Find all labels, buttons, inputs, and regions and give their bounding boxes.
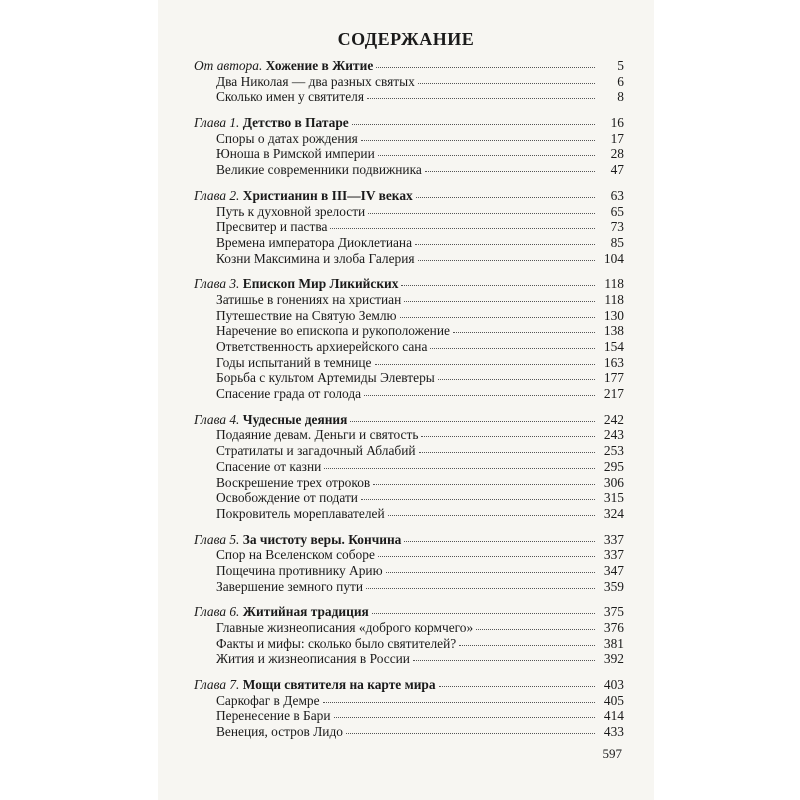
entry-title: Пресвитер и паства xyxy=(216,219,328,235)
dot-leader xyxy=(366,578,595,589)
entry-page: 376 xyxy=(603,620,624,635)
entry-title: Наречение во епископа и рукоположение xyxy=(216,323,450,339)
toc-entry xyxy=(194,427,624,443)
dot-leader xyxy=(404,531,595,542)
entry-page: 306 xyxy=(603,474,624,490)
chapter-title: Чудесные деяния xyxy=(242,411,348,427)
chapter-heading xyxy=(194,677,624,693)
entry-page: 6 xyxy=(617,73,624,89)
entry-title: Завершение земного пути xyxy=(216,578,364,594)
toc-entry xyxy=(194,146,624,162)
entry-page: 433 xyxy=(603,724,624,740)
dot-leader xyxy=(367,88,595,99)
entry-title: Спасение града от голода xyxy=(216,386,362,402)
toc-entry xyxy=(194,370,624,386)
entry-title: Путешествие на Святую Землю xyxy=(216,307,397,323)
chapter-title: Детство в Патаре xyxy=(242,115,349,131)
dot-leader xyxy=(419,442,595,453)
chapter-label xyxy=(194,412,347,428)
entry-title: Затишье в гонениях на христиан xyxy=(216,291,402,307)
chapter-label xyxy=(194,58,373,74)
entry-page: 65 xyxy=(610,203,624,219)
chapter-title: За чистоту веры. Кончина xyxy=(242,531,402,547)
toc-section xyxy=(194,115,624,178)
entry-title: Борьба с культом Артемиды Элевтеры xyxy=(216,370,435,386)
dot-leader xyxy=(352,114,595,125)
dot-leader xyxy=(378,546,595,557)
entry-page: 315 xyxy=(603,490,624,506)
entry-page: 130 xyxy=(603,307,624,323)
chapter-page: 242 xyxy=(603,411,624,427)
entry-title: Покровитель мореплавателей xyxy=(216,505,385,521)
toc-entry xyxy=(194,162,624,178)
dot-leader xyxy=(438,369,595,380)
dot-leader xyxy=(415,234,595,245)
dot-leader xyxy=(404,291,595,302)
toc-entry xyxy=(194,355,624,371)
toc-entry xyxy=(194,74,624,90)
toc-entry xyxy=(194,547,624,563)
dot-leader xyxy=(476,619,595,630)
chapter-prefix: Глава 6. xyxy=(194,604,240,620)
dot-leader xyxy=(388,505,595,516)
toc-entry xyxy=(194,693,624,709)
entry-page: 47 xyxy=(610,162,624,178)
entry-title: Козни Максимина и злоба Галерия xyxy=(216,250,415,266)
entry-page: 8 xyxy=(617,89,624,105)
entry-page: 73 xyxy=(610,219,624,235)
toc-entry xyxy=(194,724,624,740)
entry-title: Венеция, остров Лидо xyxy=(216,724,343,740)
chapter-heading xyxy=(194,412,624,428)
chapter-prefix: Глава 2. xyxy=(194,187,240,203)
entry-title: Воскрешение трех отроков xyxy=(216,474,371,490)
chapter-label xyxy=(194,188,413,204)
chapter-heading xyxy=(194,115,624,131)
chapter-prefix: Глава 5. xyxy=(194,531,240,547)
dot-leader xyxy=(372,603,595,614)
dot-leader xyxy=(418,73,595,84)
toc-section xyxy=(194,188,624,266)
dot-leader xyxy=(364,385,595,396)
entry-title: Спор на Вселенском соборе xyxy=(216,547,375,563)
dot-leader xyxy=(430,338,595,349)
dot-leader xyxy=(334,707,595,718)
dot-leader xyxy=(421,426,595,437)
entry-title: Времена императора Диоклетиана xyxy=(216,234,413,250)
entry-title: Подаяние девам. Деньги и святость xyxy=(216,427,419,443)
entry-page: 85 xyxy=(610,234,624,250)
chapter-prefix: Глава 4. xyxy=(194,411,240,427)
entry-title: Пощечина противнику Арию xyxy=(216,562,383,578)
toc-entry xyxy=(194,131,624,147)
chapter-page: 375 xyxy=(603,604,624,620)
dot-leader xyxy=(416,187,595,198)
entry-title: Путь к духовной зрелости xyxy=(216,203,366,219)
chapter-prefix: Глава 7. xyxy=(194,677,240,693)
entry-page: 138 xyxy=(603,323,624,339)
dot-leader xyxy=(418,250,595,261)
dot-leader xyxy=(401,275,595,286)
dot-leader xyxy=(324,458,595,469)
dot-leader xyxy=(413,650,595,661)
dot-leader xyxy=(361,489,595,500)
dot-leader xyxy=(368,203,595,214)
entry-page: 177 xyxy=(603,370,624,386)
toc-entry xyxy=(194,636,624,652)
entry-title: Юноша в Римской империи xyxy=(216,146,375,162)
entry-page: 243 xyxy=(603,427,624,443)
toc-entry xyxy=(194,386,624,402)
entry-page: 405 xyxy=(603,692,624,708)
dot-leader xyxy=(330,218,595,229)
chapter-page: 16 xyxy=(610,115,624,131)
dot-leader xyxy=(439,676,595,687)
toc-entry xyxy=(194,251,624,267)
entry-page: 392 xyxy=(603,651,624,667)
entry-title: Факты и мифы: сколько было святителей? xyxy=(216,635,457,651)
chapter-label xyxy=(194,532,401,548)
dot-leader xyxy=(453,322,595,333)
dot-leader xyxy=(375,354,596,365)
chapter-heading xyxy=(194,604,624,620)
toc-entry xyxy=(194,620,624,636)
entry-page: 324 xyxy=(603,505,624,521)
toc-section xyxy=(194,677,624,740)
chapter-label xyxy=(194,115,349,131)
entry-page: 347 xyxy=(603,562,624,578)
dot-leader xyxy=(323,692,595,703)
entry-page: 17 xyxy=(610,130,624,146)
entry-page: 359 xyxy=(603,578,624,594)
dot-leader xyxy=(425,161,595,172)
toc-entry xyxy=(194,339,624,355)
entry-page: 295 xyxy=(603,458,624,474)
chapter-label xyxy=(194,604,369,620)
toc-entry xyxy=(194,651,624,667)
entry-title: Великие современники подвижника xyxy=(216,162,422,178)
entry-title: Саркофаг в Демре xyxy=(216,692,320,708)
chapter-page: 5 xyxy=(617,58,624,73)
entry-title: Сколько имен у святителя xyxy=(216,89,364,105)
chapter-prefix: От автора. xyxy=(194,58,263,73)
chapter-heading xyxy=(194,58,624,74)
entry-title: Ответственность архиерейского сана xyxy=(216,339,428,354)
dot-leader xyxy=(378,145,595,156)
chapter-prefix: Глава 1. xyxy=(194,115,240,131)
toc-entry xyxy=(194,579,624,595)
toc-entry xyxy=(194,563,624,579)
chapter-heading xyxy=(194,188,624,204)
toc-section xyxy=(194,58,624,105)
chapter-heading xyxy=(194,532,624,548)
toc-entry xyxy=(194,490,624,506)
toc-entry xyxy=(194,219,624,235)
chapter-prefix: Глава 3. xyxy=(194,276,240,292)
toc-section xyxy=(194,604,624,667)
chapter-label xyxy=(194,677,436,693)
entry-page: 163 xyxy=(603,354,624,370)
chapter-heading xyxy=(194,276,624,292)
chapter-title: Житийная традиция xyxy=(242,604,369,620)
entry-page: 414 xyxy=(603,708,624,724)
toc-section xyxy=(194,276,624,402)
dot-leader xyxy=(400,307,595,318)
entry-page: 253 xyxy=(603,443,624,459)
toc-entry xyxy=(194,292,624,308)
toc-entry xyxy=(194,459,624,475)
dot-leader xyxy=(373,474,595,485)
toc-entry xyxy=(194,204,624,220)
toc-entry xyxy=(194,443,624,459)
entry-title: Споры о датах рождения xyxy=(216,130,358,146)
chapter-title: Хожение в Житие xyxy=(265,58,374,73)
toc-entry xyxy=(194,89,624,105)
dot-leader xyxy=(350,411,595,422)
chapter-page: 63 xyxy=(610,187,624,203)
dot-leader xyxy=(386,562,595,573)
dot-leader xyxy=(376,57,595,68)
chapter-title: Мощи святителя на карте мира xyxy=(242,677,436,693)
toc-entry xyxy=(194,308,624,324)
chapter-title: Епископ Мир Ликийских xyxy=(242,276,399,292)
toc-section xyxy=(194,532,624,595)
page-title: СОДЕРЖАНИЕ xyxy=(337,29,475,49)
entry-title: Спасение от казни xyxy=(216,458,322,474)
entry-title: Годы испытаний в темнице xyxy=(216,354,372,370)
chapter-label xyxy=(194,276,398,292)
entry-title: Главные жизнеописания «доброго кормчего» xyxy=(216,620,474,635)
table-of-contents xyxy=(194,58,624,750)
entry-page: 28 xyxy=(610,146,624,162)
chapter-page: 403 xyxy=(603,677,624,693)
toc-entry xyxy=(194,506,624,522)
toc-entry xyxy=(194,708,624,724)
dot-leader xyxy=(459,635,595,646)
chapter-page: 118 xyxy=(604,276,624,292)
entry-page: 217 xyxy=(603,386,624,402)
entry-page: 118 xyxy=(604,291,624,307)
entry-page: 381 xyxy=(603,635,624,651)
entry-title: Освобождение от подати xyxy=(216,490,358,506)
entry-page: 337 xyxy=(603,547,624,563)
book-page xyxy=(158,0,654,800)
dot-leader xyxy=(346,723,595,734)
entry-title: Перенесение в Бари xyxy=(216,708,331,724)
toc-entry xyxy=(194,235,624,251)
entry-title: Жития и жизнеописания в России xyxy=(216,651,410,667)
toc-entry xyxy=(194,323,624,339)
page-number: 597 xyxy=(602,746,622,761)
chapter-page: 337 xyxy=(603,531,624,547)
dot-leader xyxy=(361,130,595,141)
entry-title: Два Николая — два разных святых xyxy=(216,73,415,89)
toc-entry xyxy=(194,475,624,491)
entry-title: Стратилаты и загадочный Аблабий xyxy=(216,443,416,459)
entry-page: 104 xyxy=(603,250,624,266)
entry-page: 154 xyxy=(603,339,624,354)
chapter-title: Христианин в III—IV веках xyxy=(242,187,413,203)
toc-section xyxy=(194,412,624,522)
